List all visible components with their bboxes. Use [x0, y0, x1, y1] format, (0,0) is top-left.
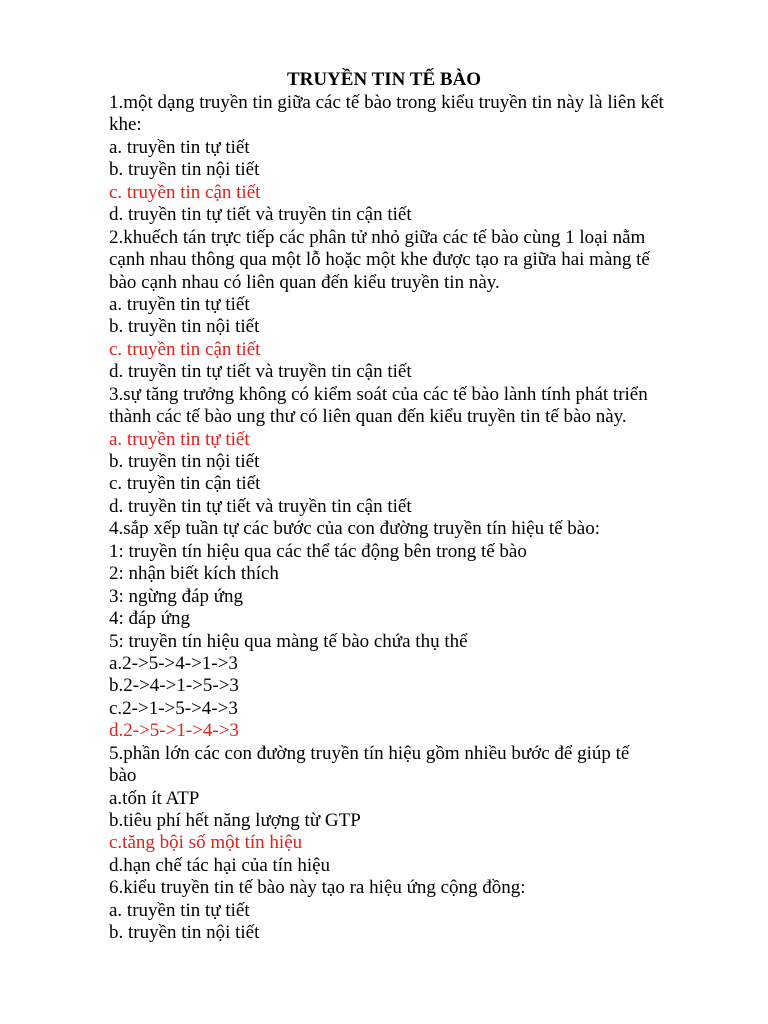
text-line: b.2->4->1->5->3 [109, 675, 239, 697]
text-line: a. truyền tin tự tiết [109, 899, 250, 921]
text-line: 1.một dạng truyền tin giữa các tế bào trong kiểu truyền tin này là liên kết [109, 92, 664, 113]
document-body [109, 92, 729, 945]
text-line: b. truyền tin nội tiết [109, 159, 260, 181]
text-line: d. truyền tin tự tiết và truyền tin cận tiết [109, 495, 412, 517]
text-line: 2.khuếch tán trực tiếp các phân tử nhỏ giữa các tế bào cùng 1 loại nằm [109, 226, 646, 248]
text-line: a. truyền tin tự tiết [109, 293, 250, 315]
text-line: c.2->1->5->4->3 [109, 697, 238, 719]
text-line: 2: nhận biết kích thích [109, 563, 279, 585]
correct-answer-line: c. truyền tin cận tiết [109, 338, 261, 360]
text-line: 4.sắp xếp tuần tự các bước của con đường truyền tín hiệu tế bào: [109, 518, 601, 540]
text-line: a. truyền tin tự tiết [109, 136, 250, 158]
text-line: 3.sự tăng trưởng không có kiểm soát của các tế bào lành tính phát triển [109, 383, 648, 405]
text-line: b. truyền tin nội tiết [109, 451, 260, 472]
text-line: b. truyền tin nội tiết [109, 316, 260, 338]
text-line: bào [109, 765, 137, 787]
text-line: d. truyền tin tự tiết và truyền tin cận tiết [109, 361, 412, 383]
correct-answer-line: d.2->5->1->4->3 [109, 720, 239, 742]
correct-answer-line: c.tăng bội số một tín hiệu [109, 832, 303, 854]
text-line: 3: ngừng đáp ứng [109, 585, 244, 607]
text-line: 5: truyền tín hiệu qua màng tế bào chứa thụ thể [109, 630, 468, 652]
text-line: thành các tế bào ung thư có liên quan đến kiểu truyền tin tế bào này. [109, 406, 627, 428]
text-line: d.hạn chế tác hại của tín hiệu [109, 854, 331, 876]
text-line: bào cạnh nhau có liên quan đến kiểu truyền tin này. [109, 271, 500, 293]
text-line: 6.kiểu truyền tin tế bào này tạo ra hiệu ứng cộng đồng: [109, 877, 526, 899]
text-line: c. truyền tin cận tiết [109, 473, 261, 495]
text-line: d. truyền tin tự tiết và truyền tin cận tiết [109, 204, 412, 226]
text-line: b.tiêu phí hết năng lượng từ GTP [109, 810, 361, 831]
text-line: 4: đáp ứng [109, 608, 191, 630]
text-line: a.2->5->4->1->3 [109, 652, 238, 674]
text-line: b. truyền tin nội tiết [109, 922, 260, 944]
text-line: cạnh nhau thông qua một lỗ hoặc một khe được tạo ra giữa hai màng tế [109, 249, 650, 271]
text-line: 1: truyền tín hiệu qua các thể tác động bên trong tế bào [109, 540, 527, 562]
text-line: khe: [109, 114, 142, 136]
text-line: a.tốn ít ATP [109, 787, 200, 809]
text-line: 5.phần lớn các con đường truyền tín hiệu gồm nhiều bước để giúp tế [109, 742, 630, 764]
document-title: TRUYỀN TIN TẾ BÀO [286, 69, 482, 90]
correct-answer-line: c. truyền tin cận tiết [109, 181, 261, 203]
correct-answer-line: a. truyền tin tự tiết [109, 428, 250, 450]
